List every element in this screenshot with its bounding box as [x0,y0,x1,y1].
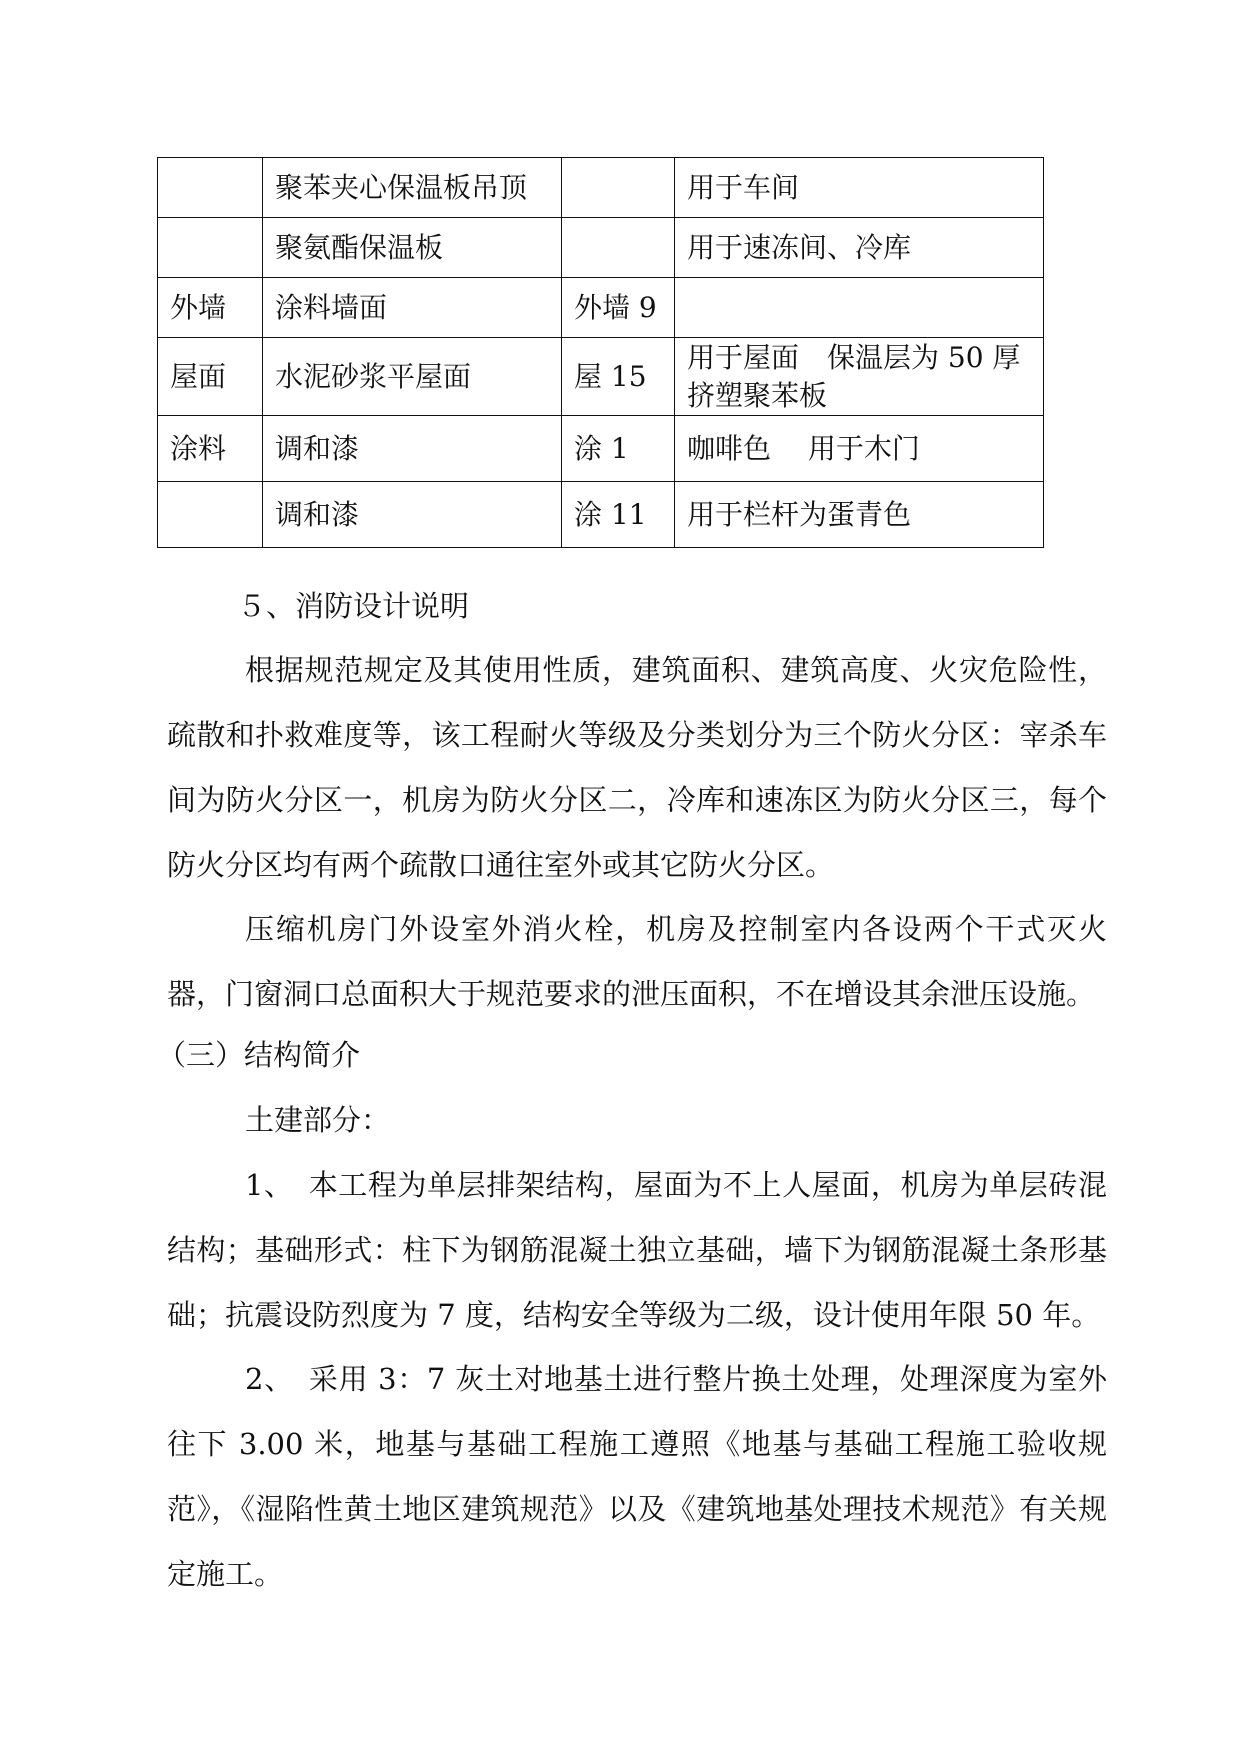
civil-heading: 土建部分： [245,1103,391,1137]
table-cell: 咖啡色 用于木门 [675,416,1044,482]
table-cell: 聚苯夹心保温板吊顶 [263,158,562,218]
table-cell [562,218,675,278]
table-cell [158,218,263,278]
fire-heading: ５、消防设计说明 [237,589,470,623]
structure-item-1: 1、 本工程为单层排架结构，屋面为不上人屋面，机房为单层砖混结构；基础形式：柱下为钢筋混凝土独立基础，墙下为钢筋混凝土条形基础；抗震设防烈度为 7 度，结构安全等级为二级，设计使用年限 50 年。 [167,1168,1107,1332]
table-cell: 涂料墙面 [263,278,562,338]
table-row [158,338,1044,416]
table-cell: 用于屋面 保温层为 50 厚挤塑聚苯板 [675,338,1044,416]
table-cell: 涂 1 [562,416,675,482]
table-cell: 屋 15 [562,338,675,416]
structure-heading: （三）结构简介 [157,1038,361,1072]
table-cell [675,278,1044,338]
table-cell: 外墙 9 [562,278,675,338]
table-cell [158,158,263,218]
table-row [158,278,1044,338]
table-cell: 屋面 [158,338,263,416]
table-cell [562,158,675,218]
table-cell: 用于车间 [675,158,1044,218]
structure-item-2: 2、 采用 3：7 灰土对地基土进行整片换土处理，处理深度为室外往下 3.00 米，地基与基础工程施工遵照《地基与基础工程施工验收规范》，《湿陷性黄土地区建筑规范》以及《建筑地基处理技术规范》有关规定施工。 [167,1362,1107,1591]
table-row [158,482,1044,548]
table-cell: 用于栏杆为蛋青色 [675,482,1044,548]
materials-table [157,157,1044,548]
fire-paragraph-2: 压缩机房门外设室外消火栓，机房及控制室内各设两个干式灭火器，门窗洞口总面积大于规范要求的泄压面积，不在增设其余泄压设施。 [167,912,1107,1011]
table-cell [158,482,263,548]
table-cell: 涂料 [158,416,263,482]
table-cell: 涂 11 [562,482,675,548]
table-row [158,158,1044,218]
table-cell: 水泥砂浆平屋面 [263,338,562,416]
table-cell: 调和漆 [263,416,562,482]
table-row [158,416,1044,482]
table-cell: 调和漆 [263,482,562,548]
fire-paragraph-1: 根据规范规定及其使用性质，建筑面积、建筑高度、火灾危险性，疏散和扑救难度等，该工程耐火等级及分类划分为三个防火分区：宰杀车间为防火分区一，机房为防火分区二，冷库和速冻区为防火分区三，每个防火分区均有两个疏散口通往室外或其它防火分区。 [167,653,1107,882]
table-cell: 用于速冻间、冷库 [675,218,1044,278]
table-cell: 外墙 [158,278,263,338]
table-cell: 聚氨酯保温板 [263,218,562,278]
table-row [158,218,1044,278]
